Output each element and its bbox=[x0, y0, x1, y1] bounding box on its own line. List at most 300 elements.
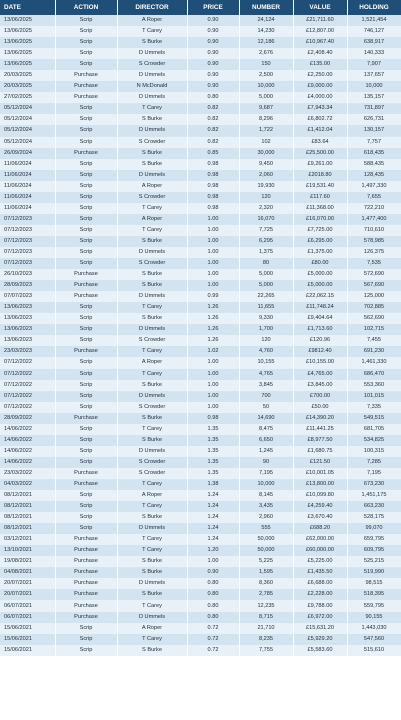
cell-holding: 1,497,330 bbox=[347, 181, 401, 192]
cell-date: 07/12/2022 bbox=[0, 369, 55, 380]
cell-action: Scrip bbox=[55, 446, 117, 457]
cell-date: 28/09/2022 bbox=[0, 413, 55, 424]
cell-date: 26/09/2024 bbox=[0, 148, 55, 159]
cell-director: T Carey bbox=[117, 346, 187, 357]
cell-price: 0.80 bbox=[187, 92, 239, 103]
cell-date: 14/06/2022 bbox=[0, 457, 55, 468]
cell-number: 14,230 bbox=[239, 26, 293, 37]
cell-number: 30,000 bbox=[239, 148, 293, 159]
cell-date: 08/12/2021 bbox=[0, 512, 55, 523]
cell-action: Scrip bbox=[55, 236, 117, 247]
cell-date: 07/12/2023 bbox=[0, 214, 55, 225]
cell-holding: 7,535 bbox=[347, 258, 401, 269]
table-row bbox=[0, 148, 401, 159]
cell-value: £2018.80 bbox=[293, 170, 347, 181]
cell-price: 0.90 bbox=[187, 70, 239, 81]
cell-action: Scrip bbox=[55, 247, 117, 258]
cell-director: S Crowder bbox=[117, 335, 187, 346]
cell-action: Scrip bbox=[55, 203, 117, 214]
cell-number: 4,760 bbox=[239, 346, 293, 357]
cell-value: £4,765.00 bbox=[293, 369, 347, 380]
cell-action: Purchase bbox=[55, 556, 117, 567]
cell-price: 0.90 bbox=[187, 59, 239, 70]
cell-director: S Crowder bbox=[117, 402, 187, 413]
cell-holding: 126,375 bbox=[347, 247, 401, 258]
table-row bbox=[0, 70, 401, 81]
cell-holding: 99,070 bbox=[347, 523, 401, 534]
cell-action: Scrip bbox=[55, 501, 117, 512]
cell-price: 1.00 bbox=[187, 402, 239, 413]
table-row bbox=[0, 645, 401, 656]
cell-date: 14/06/2022 bbox=[0, 446, 55, 457]
cell-director: T Carey bbox=[117, 600, 187, 611]
cell-action: Scrip bbox=[55, 125, 117, 136]
cell-value: £1,412.04 bbox=[293, 125, 347, 136]
cell-price: 0.98 bbox=[187, 159, 239, 170]
cell-action: Purchase bbox=[55, 578, 117, 589]
cell-director: S Burke bbox=[117, 512, 187, 523]
cell-date: 20/07/2021 bbox=[0, 578, 55, 589]
cell-date: 14/06/2022 bbox=[0, 435, 55, 446]
cell-action: Purchase bbox=[55, 612, 117, 623]
cell-holding: 691,230 bbox=[347, 346, 401, 357]
table-row bbox=[0, 634, 401, 645]
cell-price: 0.90 bbox=[187, 81, 239, 92]
cell-number: 3,435 bbox=[239, 501, 293, 512]
cell-date: 20/03/2025 bbox=[0, 81, 55, 92]
cell-action: Scrip bbox=[55, 302, 117, 313]
cell-date: 13/06/2023 bbox=[0, 302, 55, 313]
cell-action: Scrip bbox=[55, 214, 117, 225]
cell-director: A Roper bbox=[117, 214, 187, 225]
cell-price: 1.24 bbox=[187, 501, 239, 512]
cell-number: 1,722 bbox=[239, 125, 293, 136]
cell-price: 1.26 bbox=[187, 302, 239, 313]
table-row bbox=[0, 59, 401, 70]
cell-action: Purchase bbox=[55, 81, 117, 92]
cell-number: 16,070 bbox=[239, 214, 293, 225]
cell-holding: 515,610 bbox=[347, 645, 401, 656]
cell-value: £7,725.00 bbox=[293, 225, 347, 236]
cell-price: 0.80 bbox=[187, 600, 239, 611]
cell-director: D Ummels bbox=[117, 70, 187, 81]
cell-value: £83.64 bbox=[293, 137, 347, 148]
cell-director: S Burke bbox=[117, 236, 187, 247]
cell-number: 1,375 bbox=[239, 247, 293, 258]
cell-date: 11/06/2024 bbox=[0, 192, 55, 203]
cell-date: 08/12/2021 bbox=[0, 523, 55, 534]
table-row bbox=[0, 501, 401, 512]
cell-holding: 1,443,030 bbox=[347, 623, 401, 634]
cell-holding: 572,690 bbox=[347, 269, 401, 280]
header-price: PRICE bbox=[187, 0, 239, 15]
table-row bbox=[0, 15, 401, 26]
table-row bbox=[0, 280, 401, 291]
cell-value: £13,800.00 bbox=[293, 479, 347, 490]
header-row bbox=[0, 0, 401, 15]
cell-date: 07/12/2022 bbox=[0, 391, 55, 402]
cell-number: 8,145 bbox=[239, 490, 293, 501]
cell-number: 50 bbox=[239, 402, 293, 413]
cell-holding: 7,907 bbox=[347, 59, 401, 70]
cell-director: S Burke bbox=[117, 556, 187, 567]
cell-director: T Carey bbox=[117, 26, 187, 37]
cell-number: 8,235 bbox=[239, 634, 293, 645]
cell-value: £2,228.00 bbox=[293, 589, 347, 600]
cell-director: D Ummels bbox=[117, 92, 187, 103]
cell-number: 1,700 bbox=[239, 324, 293, 335]
cell-number: 50,000 bbox=[239, 545, 293, 556]
cell-director: D Ummels bbox=[117, 324, 187, 335]
cell-number: 50,000 bbox=[239, 534, 293, 545]
table-row bbox=[0, 346, 401, 357]
cell-price: 1.35 bbox=[187, 446, 239, 457]
table-row bbox=[0, 37, 401, 48]
cell-date: 05/12/2024 bbox=[0, 125, 55, 136]
cell-holding: 135,157 bbox=[347, 92, 401, 103]
cell-price: 1.00 bbox=[187, 225, 239, 236]
cell-date: 23/03/2023 bbox=[0, 346, 55, 357]
cell-holding: 101,015 bbox=[347, 391, 401, 402]
cell-date: 28/09/2023 bbox=[0, 280, 55, 291]
cell-number: 2,320 bbox=[239, 203, 293, 214]
cell-action: Purchase bbox=[55, 70, 117, 81]
table-row bbox=[0, 48, 401, 59]
cell-director: T Carey bbox=[117, 302, 187, 313]
cell-action: Scrip bbox=[55, 170, 117, 181]
cell-director: A Roper bbox=[117, 15, 187, 26]
cell-holding: 7,285 bbox=[347, 457, 401, 468]
table-row bbox=[0, 291, 401, 302]
cell-director: S Burke bbox=[117, 645, 187, 656]
cell-action: Scrip bbox=[55, 369, 117, 380]
cell-action: Scrip bbox=[55, 623, 117, 634]
cell-date: 05/12/2024 bbox=[0, 114, 55, 125]
cell-date: 11/06/2024 bbox=[0, 181, 55, 192]
table-row bbox=[0, 512, 401, 523]
cell-action: Scrip bbox=[55, 181, 117, 192]
cell-holding: 125,000 bbox=[347, 291, 401, 302]
cell-date: 13/06/2023 bbox=[0, 313, 55, 324]
cell-value: £5,000.00 bbox=[293, 280, 347, 291]
cell-holding: 7,757 bbox=[347, 137, 401, 148]
cell-price: 1.26 bbox=[187, 313, 239, 324]
cell-action: Purchase bbox=[55, 545, 117, 556]
cell-price: 0.82 bbox=[187, 137, 239, 148]
cell-value: £9,404.64 bbox=[293, 313, 347, 324]
cell-action: Scrip bbox=[55, 523, 117, 534]
cell-number: 5,000 bbox=[239, 92, 293, 103]
table-row bbox=[0, 567, 401, 578]
table-row bbox=[0, 258, 401, 269]
cell-date: 07/12/2023 bbox=[0, 258, 55, 269]
cell-price: 1.00 bbox=[187, 556, 239, 567]
table-row bbox=[0, 457, 401, 468]
cell-value: £135.00 bbox=[293, 59, 347, 70]
cell-price: 0.80 bbox=[187, 589, 239, 600]
cell-holding: 1,461,330 bbox=[347, 357, 401, 368]
cell-date: 13/06/2025 bbox=[0, 59, 55, 70]
cell-action: Scrip bbox=[55, 59, 117, 70]
cell-value: £9,261.00 bbox=[293, 159, 347, 170]
table-body bbox=[0, 15, 401, 656]
cell-date: 13/06/2025 bbox=[0, 15, 55, 26]
cell-date: 07/12/2023 bbox=[0, 247, 55, 258]
cell-number: 80 bbox=[239, 258, 293, 269]
cell-action: Scrip bbox=[55, 457, 117, 468]
cell-value: £11,368.00 bbox=[293, 203, 347, 214]
cell-number: 24,124 bbox=[239, 15, 293, 26]
cell-price: 0.98 bbox=[187, 203, 239, 214]
cell-director: S Burke bbox=[117, 589, 187, 600]
table-row bbox=[0, 214, 401, 225]
cell-holding: 128,435 bbox=[347, 170, 401, 181]
cell-value: £9,000.00 bbox=[293, 81, 347, 92]
cell-holding: 549,515 bbox=[347, 413, 401, 424]
cell-holding: 659,795 bbox=[347, 534, 401, 545]
cell-number: 7,725 bbox=[239, 225, 293, 236]
cell-price: 1.26 bbox=[187, 324, 239, 335]
cell-value: £121.50 bbox=[293, 457, 347, 468]
cell-number: 1,245 bbox=[239, 446, 293, 457]
cell-holding: 1,451,175 bbox=[347, 490, 401, 501]
cell-value: £5,225.00 bbox=[293, 556, 347, 567]
cell-director: S Burke bbox=[117, 313, 187, 324]
table-row bbox=[0, 26, 401, 37]
table-row bbox=[0, 125, 401, 136]
table-row bbox=[0, 446, 401, 457]
table-row bbox=[0, 81, 401, 92]
cell-value: £21,711.60 bbox=[293, 15, 347, 26]
cell-value: £9812.40 bbox=[293, 346, 347, 357]
table-row bbox=[0, 380, 401, 391]
cell-price: 1.38 bbox=[187, 479, 239, 490]
cell-number: 150 bbox=[239, 59, 293, 70]
cell-value: £700.00 bbox=[293, 391, 347, 402]
table-row bbox=[0, 181, 401, 192]
cell-date: 15/06/2021 bbox=[0, 634, 55, 645]
cell-price: 0.90 bbox=[187, 15, 239, 26]
cell-date: 04/08/2021 bbox=[0, 567, 55, 578]
cell-date: 07/07/2023 bbox=[0, 291, 55, 302]
cell-director: S Burke bbox=[117, 148, 187, 159]
cell-action: Scrip bbox=[55, 225, 117, 236]
cell-price: 0.82 bbox=[187, 114, 239, 125]
cell-holding: 609,795 bbox=[347, 545, 401, 556]
cell-price: 1.00 bbox=[187, 357, 239, 368]
cell-price: 0.72 bbox=[187, 623, 239, 634]
cell-value: £1,680.75 bbox=[293, 446, 347, 457]
cell-holding: 137,657 bbox=[347, 70, 401, 81]
cell-value: £4,000.00 bbox=[293, 92, 347, 103]
header-date: DATE bbox=[0, 0, 55, 15]
cell-number: 7,755 bbox=[239, 645, 293, 656]
cell-director: T Carey bbox=[117, 634, 187, 645]
cell-holding: 102,715 bbox=[347, 324, 401, 335]
cell-action: Purchase bbox=[55, 280, 117, 291]
cell-director: D Ummels bbox=[117, 578, 187, 589]
cell-date: 04/03/2022 bbox=[0, 479, 55, 490]
cell-holding: 7,655 bbox=[347, 192, 401, 203]
cell-number: 10,000 bbox=[239, 479, 293, 490]
table-row bbox=[0, 402, 401, 413]
cell-price: 0.80 bbox=[187, 612, 239, 623]
cell-action: Purchase bbox=[55, 468, 117, 479]
table-row bbox=[0, 578, 401, 589]
cell-action: Scrip bbox=[55, 435, 117, 446]
cell-action: Scrip bbox=[55, 258, 117, 269]
cell-holding: 746,127 bbox=[347, 26, 401, 37]
cell-action: Purchase bbox=[55, 269, 117, 280]
cell-holding: 7,195 bbox=[347, 468, 401, 479]
cell-number: 9,450 bbox=[239, 159, 293, 170]
cell-price: 0.98 bbox=[187, 181, 239, 192]
table-row bbox=[0, 247, 401, 258]
cell-value: £60,000.00 bbox=[293, 545, 347, 556]
cell-number: 19,930 bbox=[239, 181, 293, 192]
cell-number: 555 bbox=[239, 523, 293, 534]
cell-price: 1.00 bbox=[187, 214, 239, 225]
cell-price: 0.90 bbox=[187, 26, 239, 37]
cell-date: 08/12/2021 bbox=[0, 501, 55, 512]
cell-value: £11,441.25 bbox=[293, 424, 347, 435]
cell-date: 06/07/2021 bbox=[0, 612, 55, 623]
cell-action: Purchase bbox=[55, 346, 117, 357]
cell-number: 8,475 bbox=[239, 424, 293, 435]
cell-price: 0.82 bbox=[187, 125, 239, 136]
cell-action: Purchase bbox=[55, 148, 117, 159]
cell-director: S Burke bbox=[117, 413, 187, 424]
cell-number: 1,595 bbox=[239, 567, 293, 578]
cell-value: £4,259.40 bbox=[293, 501, 347, 512]
cell-action: Scrip bbox=[55, 37, 117, 48]
table-row bbox=[0, 534, 401, 545]
cell-holding: 140,333 bbox=[347, 48, 401, 59]
cell-number: 10,000 bbox=[239, 81, 293, 92]
cell-number: 9,687 bbox=[239, 103, 293, 114]
cell-number: 14,690 bbox=[239, 413, 293, 424]
cell-number: 120 bbox=[239, 192, 293, 203]
cell-date: 15/06/2021 bbox=[0, 645, 55, 656]
cell-holding: 686,470 bbox=[347, 369, 401, 380]
cell-date: 13/06/2023 bbox=[0, 335, 55, 346]
cell-director: S Crowder bbox=[117, 137, 187, 148]
table-row bbox=[0, 170, 401, 181]
cell-director: S Burke bbox=[117, 159, 187, 170]
cell-value: £6,688.00 bbox=[293, 578, 347, 589]
table-row bbox=[0, 236, 401, 247]
cell-director: D Ummels bbox=[117, 523, 187, 534]
cell-value: £5,583.60 bbox=[293, 645, 347, 656]
cell-director: D Ummels bbox=[117, 48, 187, 59]
cell-director: S Crowder bbox=[117, 258, 187, 269]
cell-director: D Ummels bbox=[117, 125, 187, 136]
cell-value: £6,802.72 bbox=[293, 114, 347, 125]
cell-number: 22,265 bbox=[239, 291, 293, 302]
cell-director: T Carey bbox=[117, 534, 187, 545]
cell-action: Purchase bbox=[55, 479, 117, 490]
cell-action: Scrip bbox=[55, 324, 117, 335]
cell-director: S Crowder bbox=[117, 468, 187, 479]
cell-date: 26/10/2023 bbox=[0, 269, 55, 280]
cell-value: £2,408.40 bbox=[293, 48, 347, 59]
header-holding: HOLDING bbox=[347, 0, 401, 15]
cell-director: A Roper bbox=[117, 623, 187, 634]
cell-director: S Burke bbox=[117, 280, 187, 291]
cell-director: S Burke bbox=[117, 567, 187, 578]
cell-value: £9,788.00 bbox=[293, 600, 347, 611]
cell-director: T Carey bbox=[117, 369, 187, 380]
cell-action: Scrip bbox=[55, 634, 117, 645]
cell-holding: 638,917 bbox=[347, 37, 401, 48]
cell-price: 0.90 bbox=[187, 567, 239, 578]
cell-holding: 618,435 bbox=[347, 148, 401, 159]
table-row bbox=[0, 623, 401, 634]
cell-date: 06/07/2021 bbox=[0, 600, 55, 611]
cell-number: 102 bbox=[239, 137, 293, 148]
cell-action: Scrip bbox=[55, 192, 117, 203]
cell-director: D Ummels bbox=[117, 391, 187, 402]
cell-value: £117.60 bbox=[293, 192, 347, 203]
cell-holding: 626,731 bbox=[347, 114, 401, 125]
cell-value: £6,295.00 bbox=[293, 236, 347, 247]
cell-director: S Crowder bbox=[117, 457, 187, 468]
cell-price: 1.00 bbox=[187, 280, 239, 291]
cell-action: Scrip bbox=[55, 357, 117, 368]
cell-price: 1.00 bbox=[187, 380, 239, 391]
cell-date: 20/07/2021 bbox=[0, 589, 55, 600]
cell-value: £10,967.40 bbox=[293, 37, 347, 48]
cell-holding: 1,521,454 bbox=[347, 15, 401, 26]
cell-number: 3,845 bbox=[239, 380, 293, 391]
table-row bbox=[0, 612, 401, 623]
cell-price: 0.80 bbox=[187, 578, 239, 589]
header-action: ACTION bbox=[55, 0, 117, 15]
cell-value: £10,099.80 bbox=[293, 490, 347, 501]
table-header bbox=[0, 0, 401, 15]
cell-date: 05/12/2024 bbox=[0, 137, 55, 148]
table-row bbox=[0, 413, 401, 424]
cell-director: S Crowder bbox=[117, 192, 187, 203]
cell-director: T Carey bbox=[117, 225, 187, 236]
table-row bbox=[0, 335, 401, 346]
table-row bbox=[0, 203, 401, 214]
table-row bbox=[0, 600, 401, 611]
cell-number: 11,655 bbox=[239, 302, 293, 313]
cell-director: D Ummels bbox=[117, 291, 187, 302]
cell-value: £19,531.40 bbox=[293, 181, 347, 192]
cell-number: 5,000 bbox=[239, 269, 293, 280]
cell-price: 1.00 bbox=[187, 391, 239, 402]
cell-price: 0.90 bbox=[187, 48, 239, 59]
cell-director: T Carey bbox=[117, 501, 187, 512]
cell-date: 07/12/2023 bbox=[0, 225, 55, 236]
cell-value: £7,943.34 bbox=[293, 103, 347, 114]
cell-action: Scrip bbox=[55, 645, 117, 656]
cell-date: 07/12/2022 bbox=[0, 380, 55, 391]
cell-action: Scrip bbox=[55, 424, 117, 435]
cell-action: Scrip bbox=[55, 159, 117, 170]
cell-value: £12,807.00 bbox=[293, 26, 347, 37]
cell-director: D Ummels bbox=[117, 612, 187, 623]
cell-price: 0.98 bbox=[187, 170, 239, 181]
table-row bbox=[0, 468, 401, 479]
table-row bbox=[0, 391, 401, 402]
cell-price: 0.82 bbox=[187, 103, 239, 114]
table-row bbox=[0, 92, 401, 103]
cell-holding: 588,435 bbox=[347, 159, 401, 170]
cell-date: 13/10/2021 bbox=[0, 545, 55, 556]
